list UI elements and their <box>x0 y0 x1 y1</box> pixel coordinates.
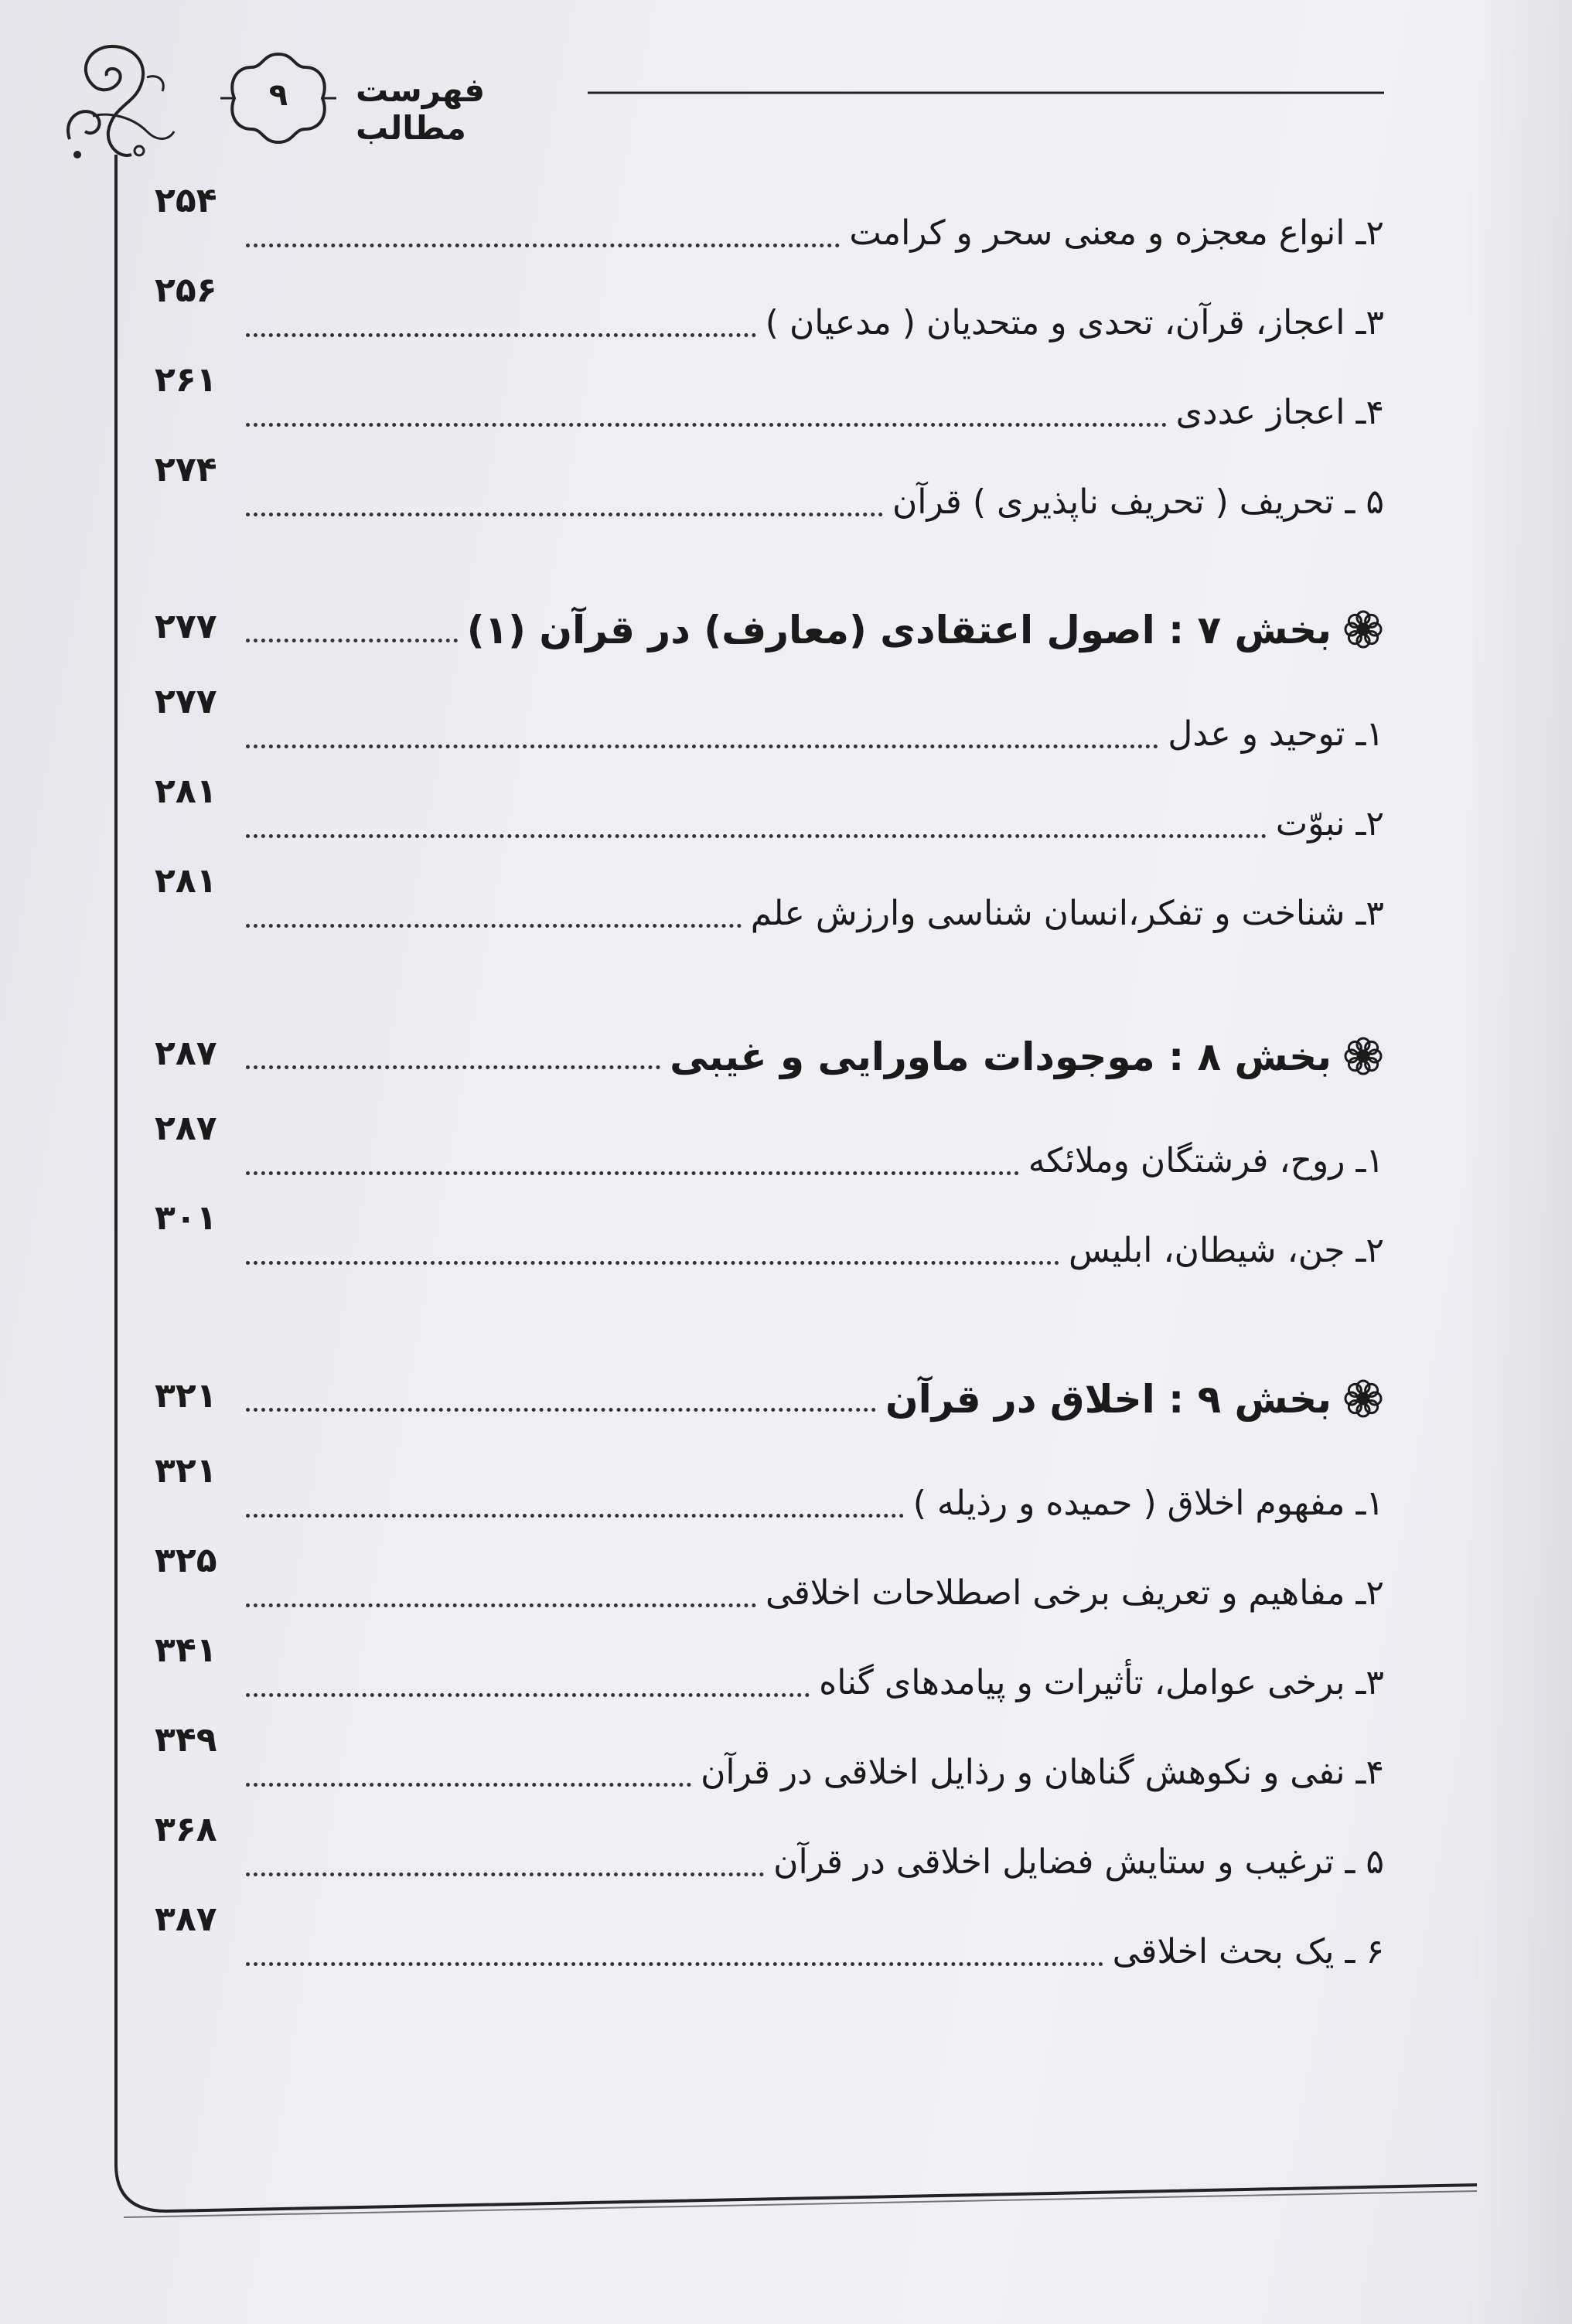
toc-entry-title: ۱ـ توحید و عدل <box>1168 714 1384 754</box>
toc-entry-title: ۴ـ اعجاز عددی <box>1175 393 1384 432</box>
toc-entry-page: ۲۷۷ <box>155 607 217 646</box>
page-title: فهرست مطالب <box>356 71 486 147</box>
toc-entry-title: ۶ ـ یک بحث اخلاقی <box>1112 1932 1384 1971</box>
dot-leader <box>246 1872 764 1876</box>
toc-entry-title: ۲ـ مفاهیم و تعریف برخی اصطلاحات اخلاقی <box>766 1573 1384 1613</box>
dot-leader <box>246 1962 1103 1966</box>
toc-item-row <box>155 1451 1384 1527</box>
toc-entry-page: ۲۶۱ <box>155 360 217 400</box>
toc-entry-title: ۳ـ شناخت و تفکر،انسان شناسی وارزش علم <box>750 894 1384 933</box>
toc-item-row <box>155 1900 1384 1975</box>
toc-entry-page: ۳۲۵ <box>155 1541 217 1580</box>
dot-leader <box>246 513 883 516</box>
dot-leader <box>246 639 458 642</box>
dot-leader <box>246 1065 660 1069</box>
dot-leader <box>246 1783 691 1787</box>
toc-entry-title: ۴ـ نفی و نکوهش گناهان و رذایل اخلاقی در قرآن <box>701 1753 1384 1792</box>
toc-entry-page: ۳۲۱ <box>155 1376 217 1416</box>
toc-entry-title: ۲ـ نبوّت <box>1275 804 1384 843</box>
toc-entry-page: ۳۴۱ <box>155 1631 217 1670</box>
toc-entry-title: ۵ ـ ترغیب و ستایش فضایل اخلاقی در قرآن <box>773 1842 1384 1882</box>
toc-entry-page: ۲۸۷ <box>155 1034 217 1073</box>
toc-entry-page: ۳۴۹ <box>155 1720 217 1760</box>
toc-item-row <box>155 181 1384 257</box>
toc-section-row <box>155 599 1384 653</box>
toc-entry-title: ۵ ـ تحریف ( تحریف ناپذیری ) قرآن <box>892 482 1384 522</box>
toc-entry-page: ۲۸۷ <box>155 1109 217 1148</box>
toc-item-row <box>155 861 1384 937</box>
dot-leader <box>246 1261 1059 1265</box>
dot-leader <box>246 1514 904 1518</box>
dot-leader <box>246 333 756 337</box>
toc-entry-page: ۲۸۱ <box>155 861 217 901</box>
toc-item-row <box>155 1541 1384 1617</box>
toc-entry-page: ۲۵۴ <box>155 181 217 220</box>
toc-section-row <box>155 1026 1384 1080</box>
toc-entry-title: ۱ـ روح، فرشتگان وملائکه <box>1028 1141 1384 1181</box>
dot-leader <box>246 1171 1019 1175</box>
dot-leader <box>246 244 840 247</box>
toc-entry-page: ۳۲۱ <box>155 1451 217 1491</box>
dot-leader <box>246 423 1167 427</box>
toc-item-row <box>155 1198 1384 1274</box>
toc-item-row <box>155 682 1384 758</box>
dot-leader <box>246 834 1267 838</box>
toc-entry-title: ۲ـ انواع معجزه و معنی سحر و کرامت <box>849 213 1384 253</box>
toc-entry-title: ۱ـ مفهوم اخلاق ( حمیده و رذیله ) <box>912 1484 1384 1523</box>
flower-bullet-icon <box>1342 1378 1384 1419</box>
toc-item-row <box>155 271 1384 346</box>
page-number: ۹ <box>268 77 288 113</box>
toc-entry-page: ۲۵۶ <box>155 271 217 310</box>
toc-item-row <box>155 1720 1384 1796</box>
toc-item-row <box>155 772 1384 847</box>
dot-leader <box>246 1603 756 1607</box>
toc-item-row <box>155 360 1384 436</box>
toc-entry-title: بخش ۹ : اخلاق در قرآن <box>885 1377 1332 1422</box>
toc-entry-page: ۳۶۸ <box>155 1810 217 1849</box>
toc-entry-page: ۲۷۷ <box>155 682 217 721</box>
toc-entry-page: ۲۸۱ <box>155 772 217 811</box>
toc-entry-page: ۳۸۷ <box>155 1900 217 1939</box>
toc-entry-title: بخش ۷ : اصول اعتقادی (معارف) در قرآن (۱) <box>466 608 1332 653</box>
flower-bullet-icon <box>1342 608 1384 650</box>
toc-entry-page: ۲۷۴ <box>155 450 217 489</box>
toc-item-row <box>155 1631 1384 1706</box>
toc-entry-page: ۳۰۱ <box>155 1198 217 1238</box>
toc-entry-title: ۳ـ اعجاز، قرآن، تحدی و متحدیان ( مدعیان ) <box>765 303 1384 342</box>
dot-leader <box>246 1408 876 1412</box>
toc-section-row <box>155 1368 1384 1423</box>
toc-entry-title: ۳ـ برخی عوامل، تأثیرات و پیامدهای گناه <box>819 1663 1384 1702</box>
toc-entry-title: بخش ۸ : موجودات ماورایی و غیبی <box>670 1034 1332 1079</box>
flower-bullet-icon <box>1342 1035 1384 1077</box>
toc-item-row <box>155 450 1384 526</box>
toc-item-row <box>155 1810 1384 1886</box>
dot-leader <box>246 924 742 928</box>
toc-entry-title: ۲ـ جن، شیطان، ابلیس <box>1069 1231 1384 1270</box>
dot-leader <box>246 745 1158 748</box>
dot-leader <box>246 1693 810 1697</box>
toc-item-row <box>155 1109 1384 1184</box>
